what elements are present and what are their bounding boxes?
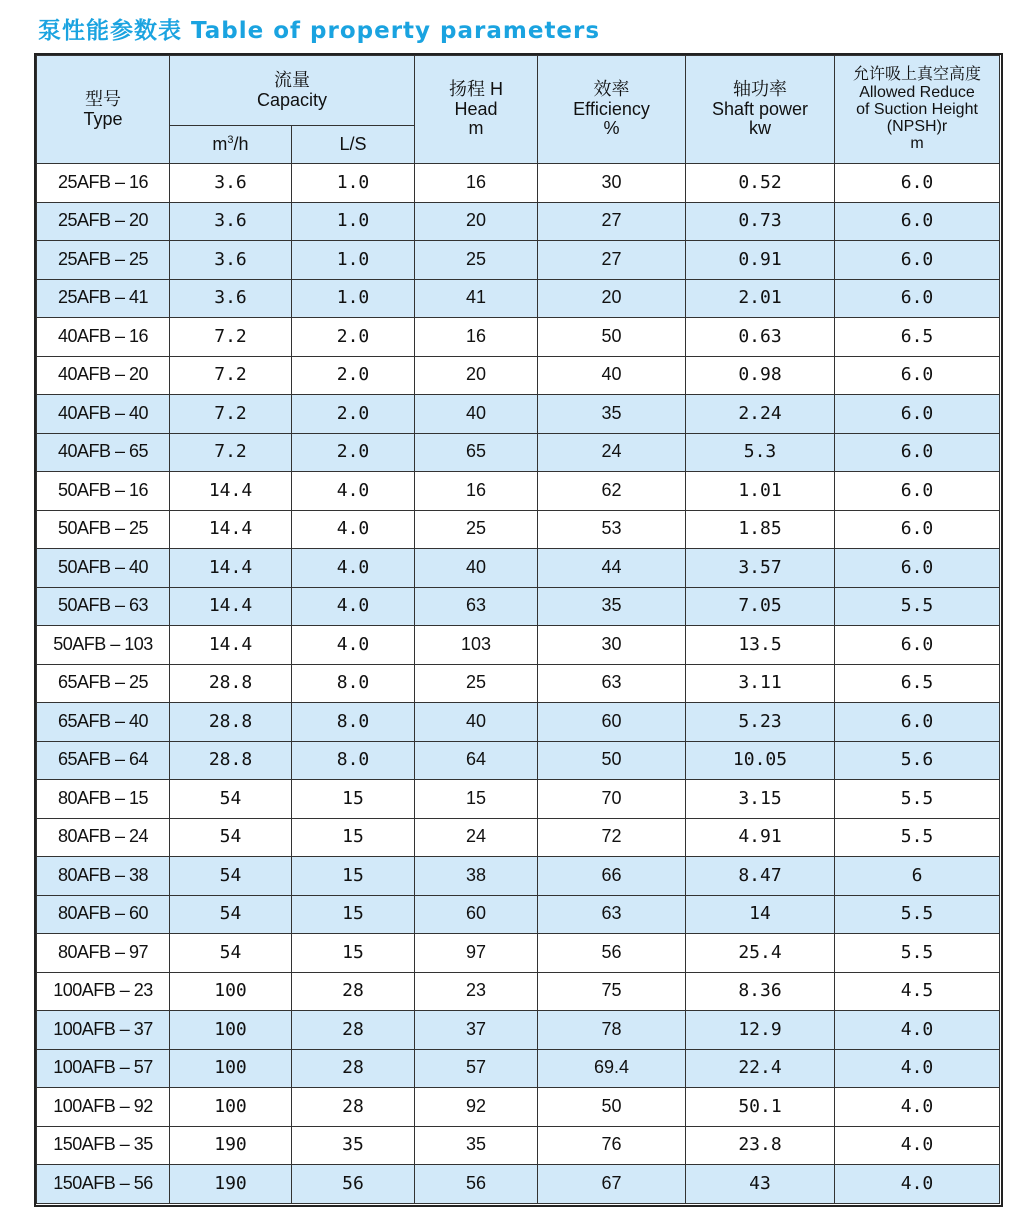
header-npsh xyxy=(835,56,1000,164)
header-power-unit: kw xyxy=(749,118,771,139)
header-head-unit: m xyxy=(468,118,484,139)
cell-m3h: 54 xyxy=(170,934,292,973)
cell-npsh: 6.0 xyxy=(835,626,1000,665)
cell-ls: 28 xyxy=(292,1049,415,1088)
header-type-en: Type xyxy=(83,108,123,129)
cell-power: 4.91 xyxy=(686,818,835,857)
cell-type: 50AFB – 40 xyxy=(37,549,170,588)
cell-head: 20 xyxy=(415,356,538,395)
property-parameters-table xyxy=(36,55,1000,1204)
table-row xyxy=(37,857,1000,896)
cell-power: 7.05 xyxy=(686,587,835,626)
cell-m3h: 100 xyxy=(170,1049,292,1088)
header-type-cn: 型号 xyxy=(85,88,121,109)
cell-power: 8.47 xyxy=(686,857,835,896)
cell-type: 40AFB – 16 xyxy=(37,318,170,357)
cell-ls: 15 xyxy=(292,934,415,973)
header-head-cn: 扬程 H xyxy=(449,78,503,99)
table-row xyxy=(37,549,1000,588)
cell-m3h: 28.8 xyxy=(170,703,292,742)
cell-power: 3.11 xyxy=(686,664,835,703)
cell-eff: 76 xyxy=(538,1126,686,1165)
cell-type: 100AFB – 23 xyxy=(37,972,170,1011)
cell-type: 40AFB – 40 xyxy=(37,395,170,434)
cell-eff: 50 xyxy=(538,741,686,780)
cell-type: 80AFB – 15 xyxy=(37,780,170,819)
cell-ls: 4.0 xyxy=(292,587,415,626)
cell-eff: 63 xyxy=(538,664,686,703)
header-capacity-cn: 流量 xyxy=(274,69,310,90)
cell-type: 100AFB – 57 xyxy=(37,1049,170,1088)
table-row xyxy=(37,626,1000,665)
cell-power: 2.01 xyxy=(686,279,835,318)
cell-m3h: 100 xyxy=(170,972,292,1011)
cell-eff: 24 xyxy=(538,433,686,472)
cell-head: 63 xyxy=(415,587,538,626)
cell-type: 65AFB – 64 xyxy=(37,741,170,780)
cell-head: 35 xyxy=(415,1126,538,1165)
cell-power: 8.36 xyxy=(686,972,835,1011)
table-row xyxy=(37,818,1000,857)
cell-head: 25 xyxy=(415,510,538,549)
cell-power: 5.23 xyxy=(686,703,835,742)
table-row xyxy=(37,780,1000,819)
cell-type: 80AFB – 38 xyxy=(37,857,170,896)
cell-npsh: 4.0 xyxy=(835,1011,1000,1050)
cell-m3h: 14.4 xyxy=(170,549,292,588)
cell-m3h: 28.8 xyxy=(170,741,292,780)
cell-ls: 4.0 xyxy=(292,510,415,549)
cell-eff: 66 xyxy=(538,857,686,896)
cell-power: 1.01 xyxy=(686,472,835,511)
cell-eff: 20 xyxy=(538,279,686,318)
cell-power: 0.91 xyxy=(686,241,835,280)
cell-npsh: 5.5 xyxy=(835,818,1000,857)
table-row xyxy=(37,741,1000,780)
header-unit-ls: L/S xyxy=(292,126,415,164)
cell-head: 40 xyxy=(415,703,538,742)
cell-m3h: 14.4 xyxy=(170,510,292,549)
cell-power: 5.3 xyxy=(686,433,835,472)
cell-npsh: 5.5 xyxy=(835,587,1000,626)
header-efficiency xyxy=(538,56,686,164)
table-row xyxy=(37,587,1000,626)
cell-m3h: 54 xyxy=(170,895,292,934)
cell-power: 3.57 xyxy=(686,549,835,588)
table-row xyxy=(37,664,1000,703)
table-row xyxy=(37,510,1000,549)
cell-ls: 4.0 xyxy=(292,626,415,665)
cell-eff: 63 xyxy=(538,895,686,934)
cell-m3h: 190 xyxy=(170,1126,292,1165)
cell-eff: 60 xyxy=(538,703,686,742)
cell-head: 97 xyxy=(415,934,538,973)
header-head xyxy=(415,56,538,164)
cell-npsh: 6.0 xyxy=(835,433,1000,472)
cell-m3h: 7.2 xyxy=(170,318,292,357)
cell-npsh: 4.0 xyxy=(835,1049,1000,1088)
table-row xyxy=(37,1011,1000,1050)
cell-npsh: 4.5 xyxy=(835,972,1000,1011)
cell-power: 0.63 xyxy=(686,318,835,357)
cell-npsh: 6.0 xyxy=(835,395,1000,434)
cell-m3h: 3.6 xyxy=(170,164,292,203)
cell-m3h: 3.6 xyxy=(170,202,292,241)
cell-ls: 15 xyxy=(292,895,415,934)
cell-type: 25AFB – 25 xyxy=(37,241,170,280)
cell-npsh: 5.5 xyxy=(835,934,1000,973)
cell-npsh: 6.5 xyxy=(835,318,1000,357)
cell-power: 13.5 xyxy=(686,626,835,665)
cell-head: 16 xyxy=(415,164,538,203)
cell-head: 64 xyxy=(415,741,538,780)
header-npsh-en1: Allowed Reduce xyxy=(859,83,975,101)
cell-ls: 4.0 xyxy=(292,549,415,588)
table-row xyxy=(37,472,1000,511)
cell-ls: 1.0 xyxy=(292,202,415,241)
cell-npsh: 5.5 xyxy=(835,780,1000,819)
cell-power: 0.73 xyxy=(686,202,835,241)
table-row xyxy=(37,1049,1000,1088)
table-row xyxy=(37,318,1000,357)
cell-head: 16 xyxy=(415,318,538,357)
cell-head: 40 xyxy=(415,395,538,434)
cell-eff: 72 xyxy=(538,818,686,857)
cell-eff: 50 xyxy=(538,1088,686,1127)
table-row xyxy=(37,164,1000,203)
cell-eff: 67 xyxy=(538,1165,686,1204)
cell-npsh: 4.0 xyxy=(835,1088,1000,1127)
table-row xyxy=(37,241,1000,280)
cell-ls: 28 xyxy=(292,972,415,1011)
cell-m3h: 7.2 xyxy=(170,395,292,434)
cell-eff: 35 xyxy=(538,395,686,434)
cell-npsh: 6.0 xyxy=(835,279,1000,318)
cell-head: 20 xyxy=(415,202,538,241)
cell-type: 100AFB – 37 xyxy=(37,1011,170,1050)
table-row xyxy=(37,703,1000,742)
header-capacity-en: Capacity xyxy=(256,89,328,110)
cell-npsh: 4.0 xyxy=(835,1126,1000,1165)
cell-ls: 56 xyxy=(292,1165,415,1204)
cell-m3h: 54 xyxy=(170,818,292,857)
header-npsh-cn: 允许吸上真空高度 xyxy=(852,66,981,84)
table-row xyxy=(37,895,1000,934)
table-row xyxy=(37,202,1000,241)
cell-ls: 1.0 xyxy=(292,241,415,280)
table-row xyxy=(37,356,1000,395)
cell-eff: 44 xyxy=(538,549,686,588)
cell-m3h: 3.6 xyxy=(170,241,292,280)
cell-npsh: 6.5 xyxy=(835,664,1000,703)
header-head-en: Head xyxy=(454,98,498,119)
cell-head: 40 xyxy=(415,549,538,588)
cell-power: 12.9 xyxy=(686,1011,835,1050)
table-row xyxy=(37,1088,1000,1127)
cell-type: 100AFB – 92 xyxy=(37,1088,170,1127)
header-power-en: Shaft power xyxy=(711,98,809,119)
cell-npsh: 4.0 xyxy=(835,1165,1000,1204)
cell-ls: 15 xyxy=(292,857,415,896)
cell-npsh: 6.0 xyxy=(835,472,1000,511)
header-npsh-en2: of Suction Height xyxy=(856,100,978,118)
cell-ls: 1.0 xyxy=(292,279,415,318)
cell-type: 80AFB – 60 xyxy=(37,895,170,934)
cell-eff: 35 xyxy=(538,587,686,626)
cell-head: 25 xyxy=(415,241,538,280)
cell-head: 25 xyxy=(415,664,538,703)
header-unit-m3h: $m^3/h$ xyxy=(170,126,292,164)
cell-ls: 2.0 xyxy=(292,433,415,472)
cell-eff: 30 xyxy=(538,164,686,203)
cell-ls: 2.0 xyxy=(292,395,415,434)
cell-type: 150AFB – 56 xyxy=(37,1165,170,1204)
cell-head: 60 xyxy=(415,895,538,934)
header-eff-en: Efficiency xyxy=(573,98,650,119)
cell-ls: 15 xyxy=(292,818,415,857)
cell-eff: 50 xyxy=(538,318,686,357)
cell-ls: 1.0 xyxy=(292,164,415,203)
cell-power: 1.85 xyxy=(686,510,835,549)
cell-ls: 8.0 xyxy=(292,664,415,703)
cell-eff: 62 xyxy=(538,472,686,511)
cell-power: 43 xyxy=(686,1165,835,1204)
cell-power: 0.52 xyxy=(686,164,835,203)
cell-head: 24 xyxy=(415,818,538,857)
cell-power: 25.4 xyxy=(686,934,835,973)
cell-m3h: 100 xyxy=(170,1011,292,1050)
cell-eff: 27 xyxy=(538,241,686,280)
cell-head: 103 xyxy=(415,626,538,665)
header-power-cn: 轴功率 xyxy=(733,78,787,99)
cell-ls: 15 xyxy=(292,780,415,819)
cell-ls: 35 xyxy=(292,1126,415,1165)
cell-m3h: 7.2 xyxy=(170,356,292,395)
header-npsh-unit: m xyxy=(910,135,924,153)
cell-npsh: 6.0 xyxy=(835,241,1000,280)
cell-ls: 2.0 xyxy=(292,318,415,357)
cell-power: 22.4 xyxy=(686,1049,835,1088)
table-row xyxy=(37,934,1000,973)
cell-m3h: 14.4 xyxy=(170,587,292,626)
cell-m3h: 7.2 xyxy=(170,433,292,472)
cell-m3h: 28.8 xyxy=(170,664,292,703)
table-row xyxy=(37,395,1000,434)
table-row xyxy=(37,433,1000,472)
cell-power: 10.05 xyxy=(686,741,835,780)
page-title: 泵性能参数表 Table of property parameters xyxy=(38,18,601,44)
cell-type: 25AFB – 20 xyxy=(37,202,170,241)
cell-type: 25AFB – 16 xyxy=(37,164,170,203)
cell-eff: 27 xyxy=(538,202,686,241)
cell-m3h: 100 xyxy=(170,1088,292,1127)
cell-type: 50AFB – 63 xyxy=(37,587,170,626)
cell-eff: 56 xyxy=(538,934,686,973)
cell-m3h: 190 xyxy=(170,1165,292,1204)
cell-eff: 30 xyxy=(538,626,686,665)
cell-ls: 4.0 xyxy=(292,472,415,511)
cell-ls: 8.0 xyxy=(292,741,415,780)
cell-head: 65 xyxy=(415,433,538,472)
cell-power: 14 xyxy=(686,895,835,934)
cell-m3h: 3.6 xyxy=(170,279,292,318)
cell-power: 50.1 xyxy=(686,1088,835,1127)
cell-power: 3.15 xyxy=(686,780,835,819)
cell-head: 41 xyxy=(415,279,538,318)
cell-type: 65AFB – 25 xyxy=(37,664,170,703)
cell-npsh: 6.0 xyxy=(835,164,1000,203)
cell-m3h: 14.4 xyxy=(170,472,292,511)
cell-ls: 8.0 xyxy=(292,703,415,742)
cell-m3h: 54 xyxy=(170,780,292,819)
cell-eff: 75 xyxy=(538,972,686,1011)
header-eff-cn: 效率 xyxy=(593,78,630,99)
cell-head: 56 xyxy=(415,1165,538,1204)
cell-npsh: 6.0 xyxy=(835,356,1000,395)
table-row xyxy=(37,1165,1000,1204)
cell-npsh: 6.0 xyxy=(835,510,1000,549)
cell-head: 16 xyxy=(415,472,538,511)
cell-type: 80AFB – 97 xyxy=(37,934,170,973)
cell-npsh: 5.6 xyxy=(835,741,1000,780)
cell-eff: 78 xyxy=(538,1011,686,1050)
cell-head: 23 xyxy=(415,972,538,1011)
header-npsh-en3: (NPSH)r xyxy=(886,118,948,136)
cell-type: 65AFB – 40 xyxy=(37,703,170,742)
cell-ls: 28 xyxy=(292,1088,415,1127)
cell-ls: 2.0 xyxy=(292,356,415,395)
cell-head: 57 xyxy=(415,1049,538,1088)
header-type xyxy=(37,56,170,164)
cell-eff: 70 xyxy=(538,780,686,819)
cell-m3h: 14.4 xyxy=(170,626,292,665)
cell-type: 50AFB – 103 xyxy=(37,626,170,665)
cell-npsh: 5.5 xyxy=(835,895,1000,934)
table-body xyxy=(37,164,1000,1204)
cell-head: 38 xyxy=(415,857,538,896)
cell-power: 0.98 xyxy=(686,356,835,395)
cell-type: 150AFB – 35 xyxy=(37,1126,170,1165)
cell-type: 40AFB – 20 xyxy=(37,356,170,395)
cell-type: 25AFB – 41 xyxy=(37,279,170,318)
cell-npsh: 6.0 xyxy=(835,549,1000,588)
header-shaft-power xyxy=(686,56,835,164)
cell-head: 37 xyxy=(415,1011,538,1050)
cell-m3h: 54 xyxy=(170,857,292,896)
table-row xyxy=(37,972,1000,1011)
cell-eff: 40 xyxy=(538,356,686,395)
header-eff-unit: % xyxy=(603,118,620,139)
cell-type: 80AFB – 24 xyxy=(37,818,170,857)
cell-head: 15 xyxy=(415,780,538,819)
cell-eff: 53 xyxy=(538,510,686,549)
cell-npsh: 6.0 xyxy=(835,202,1000,241)
cell-ls: 28 xyxy=(292,1011,415,1050)
cell-type: 50AFB – 16 xyxy=(37,472,170,511)
cell-power: 23.8 xyxy=(686,1126,835,1165)
header-capacity xyxy=(170,56,415,126)
cell-type: 40AFB – 65 xyxy=(37,433,170,472)
table-row xyxy=(37,1126,1000,1165)
cell-type: 50AFB – 25 xyxy=(37,510,170,549)
cell-head: 92 xyxy=(415,1088,538,1127)
cell-power: 2.24 xyxy=(686,395,835,434)
cell-npsh: 6 xyxy=(835,857,1000,896)
cell-npsh: 6.0 xyxy=(835,703,1000,742)
cell-eff: 69.4 xyxy=(538,1049,686,1088)
table-row xyxy=(37,279,1000,318)
